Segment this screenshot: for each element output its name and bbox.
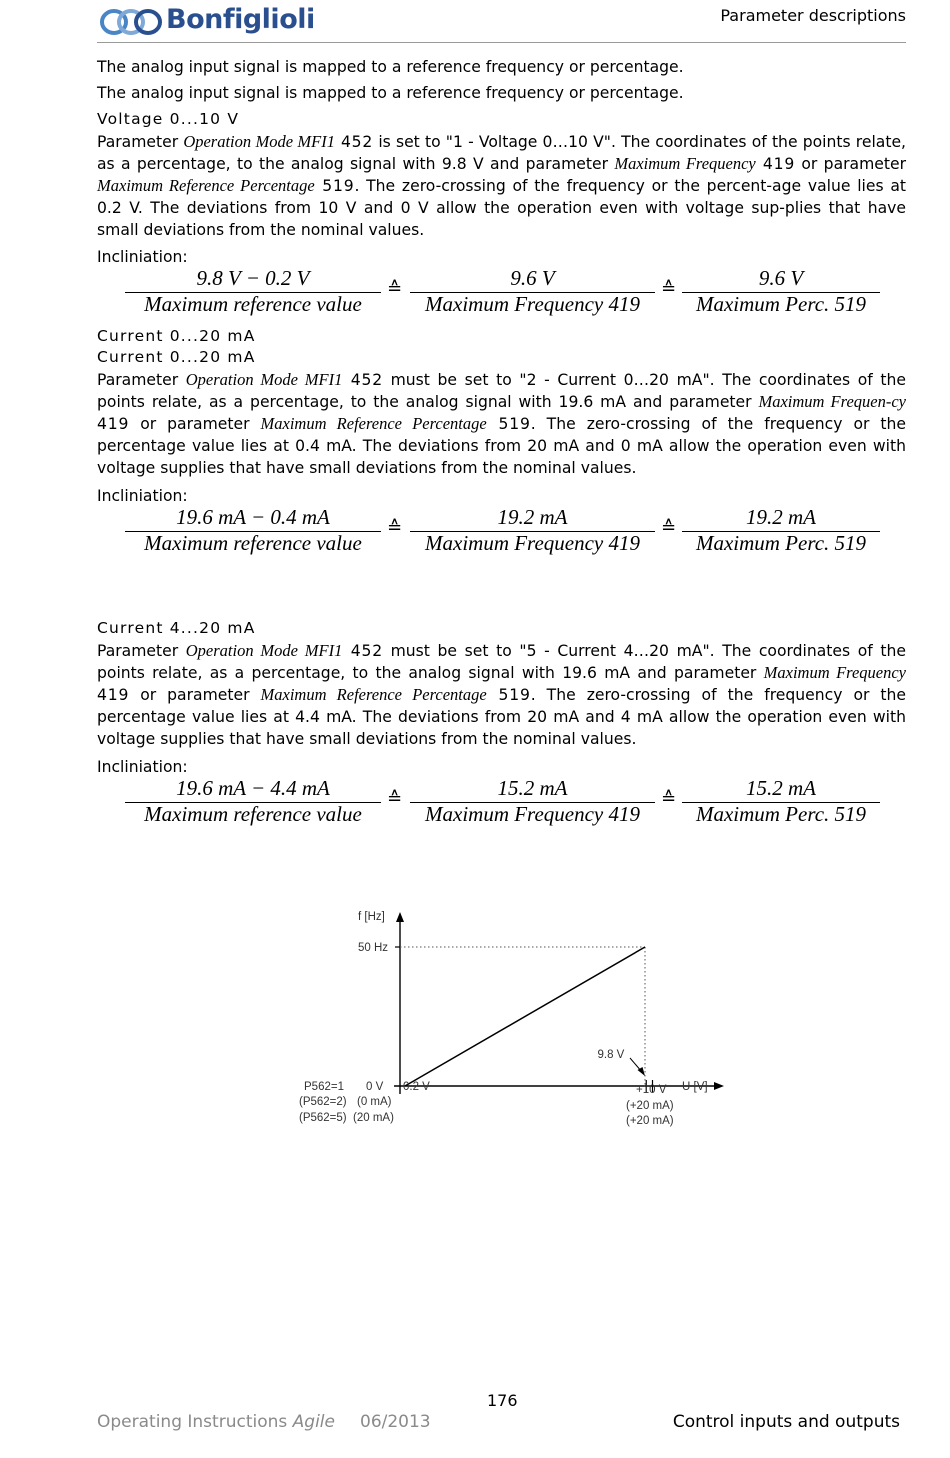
text-run: Operation Mode MFI1 [183,132,335,151]
logo-rings-icon [100,4,162,38]
footer-date: 06/2013 [360,1412,431,1432]
text-run: . The zero-crossing of the frequency or the percentage value lies at 4.4 mA. The deviations from 20 mA and 4 mA allow the operation even with voltage supplies that have small deviations from the nominal values. [97,686,906,748]
text-run: Maximum Reference Percentage [260,685,487,704]
text-run: Parameter [97,371,186,389]
label-p562-5: (P562=5) [299,1112,347,1124]
fraction-denominator: Maximum reference value [144,531,362,555]
fraction-denominator: Maximum Perc. 519 [695,292,867,316]
label-max-v: +10 V [636,1084,667,1096]
voltage-incl-label: Incliniation: [97,248,188,266]
text-run: . The zero-crossing of the frequency or the percent-age value lies at 0.2 V. The deviations from 10 V and 0 V allow the operation even with voltage sup-plies that have small deviations from the nominal values. [97,177,907,239]
correspondence-symbol-1: ≙ [387,517,403,538]
fraction-numerator: 9.6 V [510,266,555,290]
current420-paragraph [97,640,906,750]
fraction-3 [682,266,880,320]
label-zero-v: 0 V [366,1081,384,1093]
label-max-ma-1: (+20 mA) [626,1100,674,1112]
logo-text: Bonfiglioli [166,4,315,35]
page-number: 176 [487,1391,518,1410]
text-run: Maximum Frequency [614,154,756,173]
text-run: 452 [334,133,374,151]
chart-svg [290,900,730,1140]
bonfiglioli-logo [100,4,315,38]
label-p562-1: P562=1 [304,1081,344,1093]
current420-incl-label: Incliniation: [97,758,188,776]
text-run: 519 [486,686,531,704]
text-run: 419 [97,415,130,433]
frequency-voltage-chart [290,900,730,1140]
text-run: Operation Mode MFI1 [185,641,343,660]
label-p562-2: (P562=2) [299,1096,347,1108]
section-title: Parameter descriptions [720,6,906,25]
text-run: must be set to "2 - Current 0…20 mA". The coordinates of the points relate, as a percentage, to the analog signal with 19.6 mA and parameter [97,371,907,411]
fraction-denominator: Maximum Perc. 519 [695,802,867,826]
y-axis-arrow [396,912,404,922]
footer-doc-title-text: Operating Instructions [97,1412,293,1432]
label-max-ma-2: (+20 mA) [626,1115,674,1127]
fraction-denominator: Maximum Perc. 519 [695,531,867,555]
text-run: Parameter [97,133,184,151]
text-run: must be set to "5 - Current 4…20 mA". The coordinates of the points relate, as a percentage, to the analog signal with 19.6 mA and parameter [97,642,907,682]
current020-paragraph [97,369,906,479]
fraction-denominator: Maximum Frequency 419 [425,802,640,826]
text-run: Maximum Reference Percentage [97,176,315,195]
voltage-paragraph [97,131,906,241]
footer-doc-title [97,1412,335,1432]
label-zero-ma: (0 mA) [357,1096,392,1108]
fraction-numerator: 9.8 V − 0.2 V [196,266,310,290]
text-run: Parameter [97,642,186,660]
text-run: 419 [755,155,796,173]
text-run: . The zero-crossing of the frequency or the percentage value lies at 0.4 mA. The deviations from 20 mA and 0 mA allow the operation even with voltage supplies that have small deviations from the nominal values. [97,415,906,477]
current020-heading-1: Current 0...20 mA [97,327,256,345]
text-run: 419 [97,686,130,704]
voltage-formula [125,266,880,320]
current420-formula [125,776,880,830]
knee-label: 9.8 V [597,1049,625,1061]
correspondence-symbol-2: ≙ [661,278,677,299]
footer-doc-title-italic: Agile [292,1412,335,1432]
text-run: 452 [342,371,383,389]
fraction-3 [682,776,880,830]
fraction-numerator: 15.2 mA [497,776,568,800]
fraction-denominator: Maximum reference value [144,802,362,826]
x-axis-arrow [714,1082,724,1090]
fraction-3 [682,505,880,559]
text-run: Maximum Reference Percentage [260,414,487,433]
intro-line-1: The analog input signal is mapped to a reference frequency or percentage. [97,58,684,76]
text-run: is set to "1 - Voltage 0…10 V". The coordinates of the points relate, as a percentage, to the analog signal with 9.8 V and parameter [97,133,907,173]
fraction-2 [410,266,655,320]
intro-line-2: The analog input signal is mapped to a reference frequency or percentage. [97,84,684,102]
label-offset: 0.2 V [403,1081,430,1093]
correspondence-symbol-2: ≙ [661,517,677,538]
y-tick-label-50hz: 50 Hz [358,942,389,954]
current020-incl-label: Incliniation: [97,487,188,505]
correspondence-symbol-1: ≙ [387,278,403,299]
text-run: 519 [486,415,531,433]
fraction-numerator: 19.6 mA − 4.4 mA [176,776,330,800]
fraction-numerator: 15.2 mA [746,776,816,800]
text-run: 452 [342,642,383,660]
current020-heading-2: Current 0...20 mA [97,348,256,366]
label-twenty-ma: (20 mA) [353,1112,394,1124]
text-run: Operation Mode MFI1 [185,370,343,389]
current420-heading: Current 4...20 mA [97,619,256,637]
fraction-2 [410,776,655,830]
fraction-denominator: Maximum Frequency 419 [425,292,640,316]
fraction-2 [410,505,655,559]
fraction-1 [125,505,381,559]
fraction-numerator: 19.2 mA [497,505,568,529]
correspondence-symbol-1: ≙ [387,788,403,809]
text-run: or parameter [129,686,261,704]
footer-chapter: Control inputs and outputs [672,1412,900,1432]
text-run: or parameter [795,155,907,173]
fraction-numerator: 19.6 mA − 0.4 mA [176,505,330,529]
fraction-1 [125,266,381,320]
x-axis-label: U [V] [682,1081,708,1093]
text-run: or parameter [129,415,261,433]
current020-formula [125,505,880,559]
correspondence-symbol-2: ≙ [661,788,677,809]
voltage-heading: Voltage 0...10 V [97,110,240,128]
fraction-denominator: Maximum Frequency 419 [425,531,640,555]
text-run: Maximum Frequen-cy [758,392,906,411]
frequency-line [405,947,645,1086]
header-divider [97,42,906,43]
text-run: 519 [314,177,355,195]
fraction-1 [125,776,381,830]
text-run: Maximum Frequency [763,663,907,682]
fraction-numerator: 19.2 mA [746,505,816,529]
fraction-numerator: 9.6 V [758,266,804,290]
y-axis-label: f [Hz] [358,911,385,923]
fraction-denominator: Maximum reference value [144,292,362,316]
